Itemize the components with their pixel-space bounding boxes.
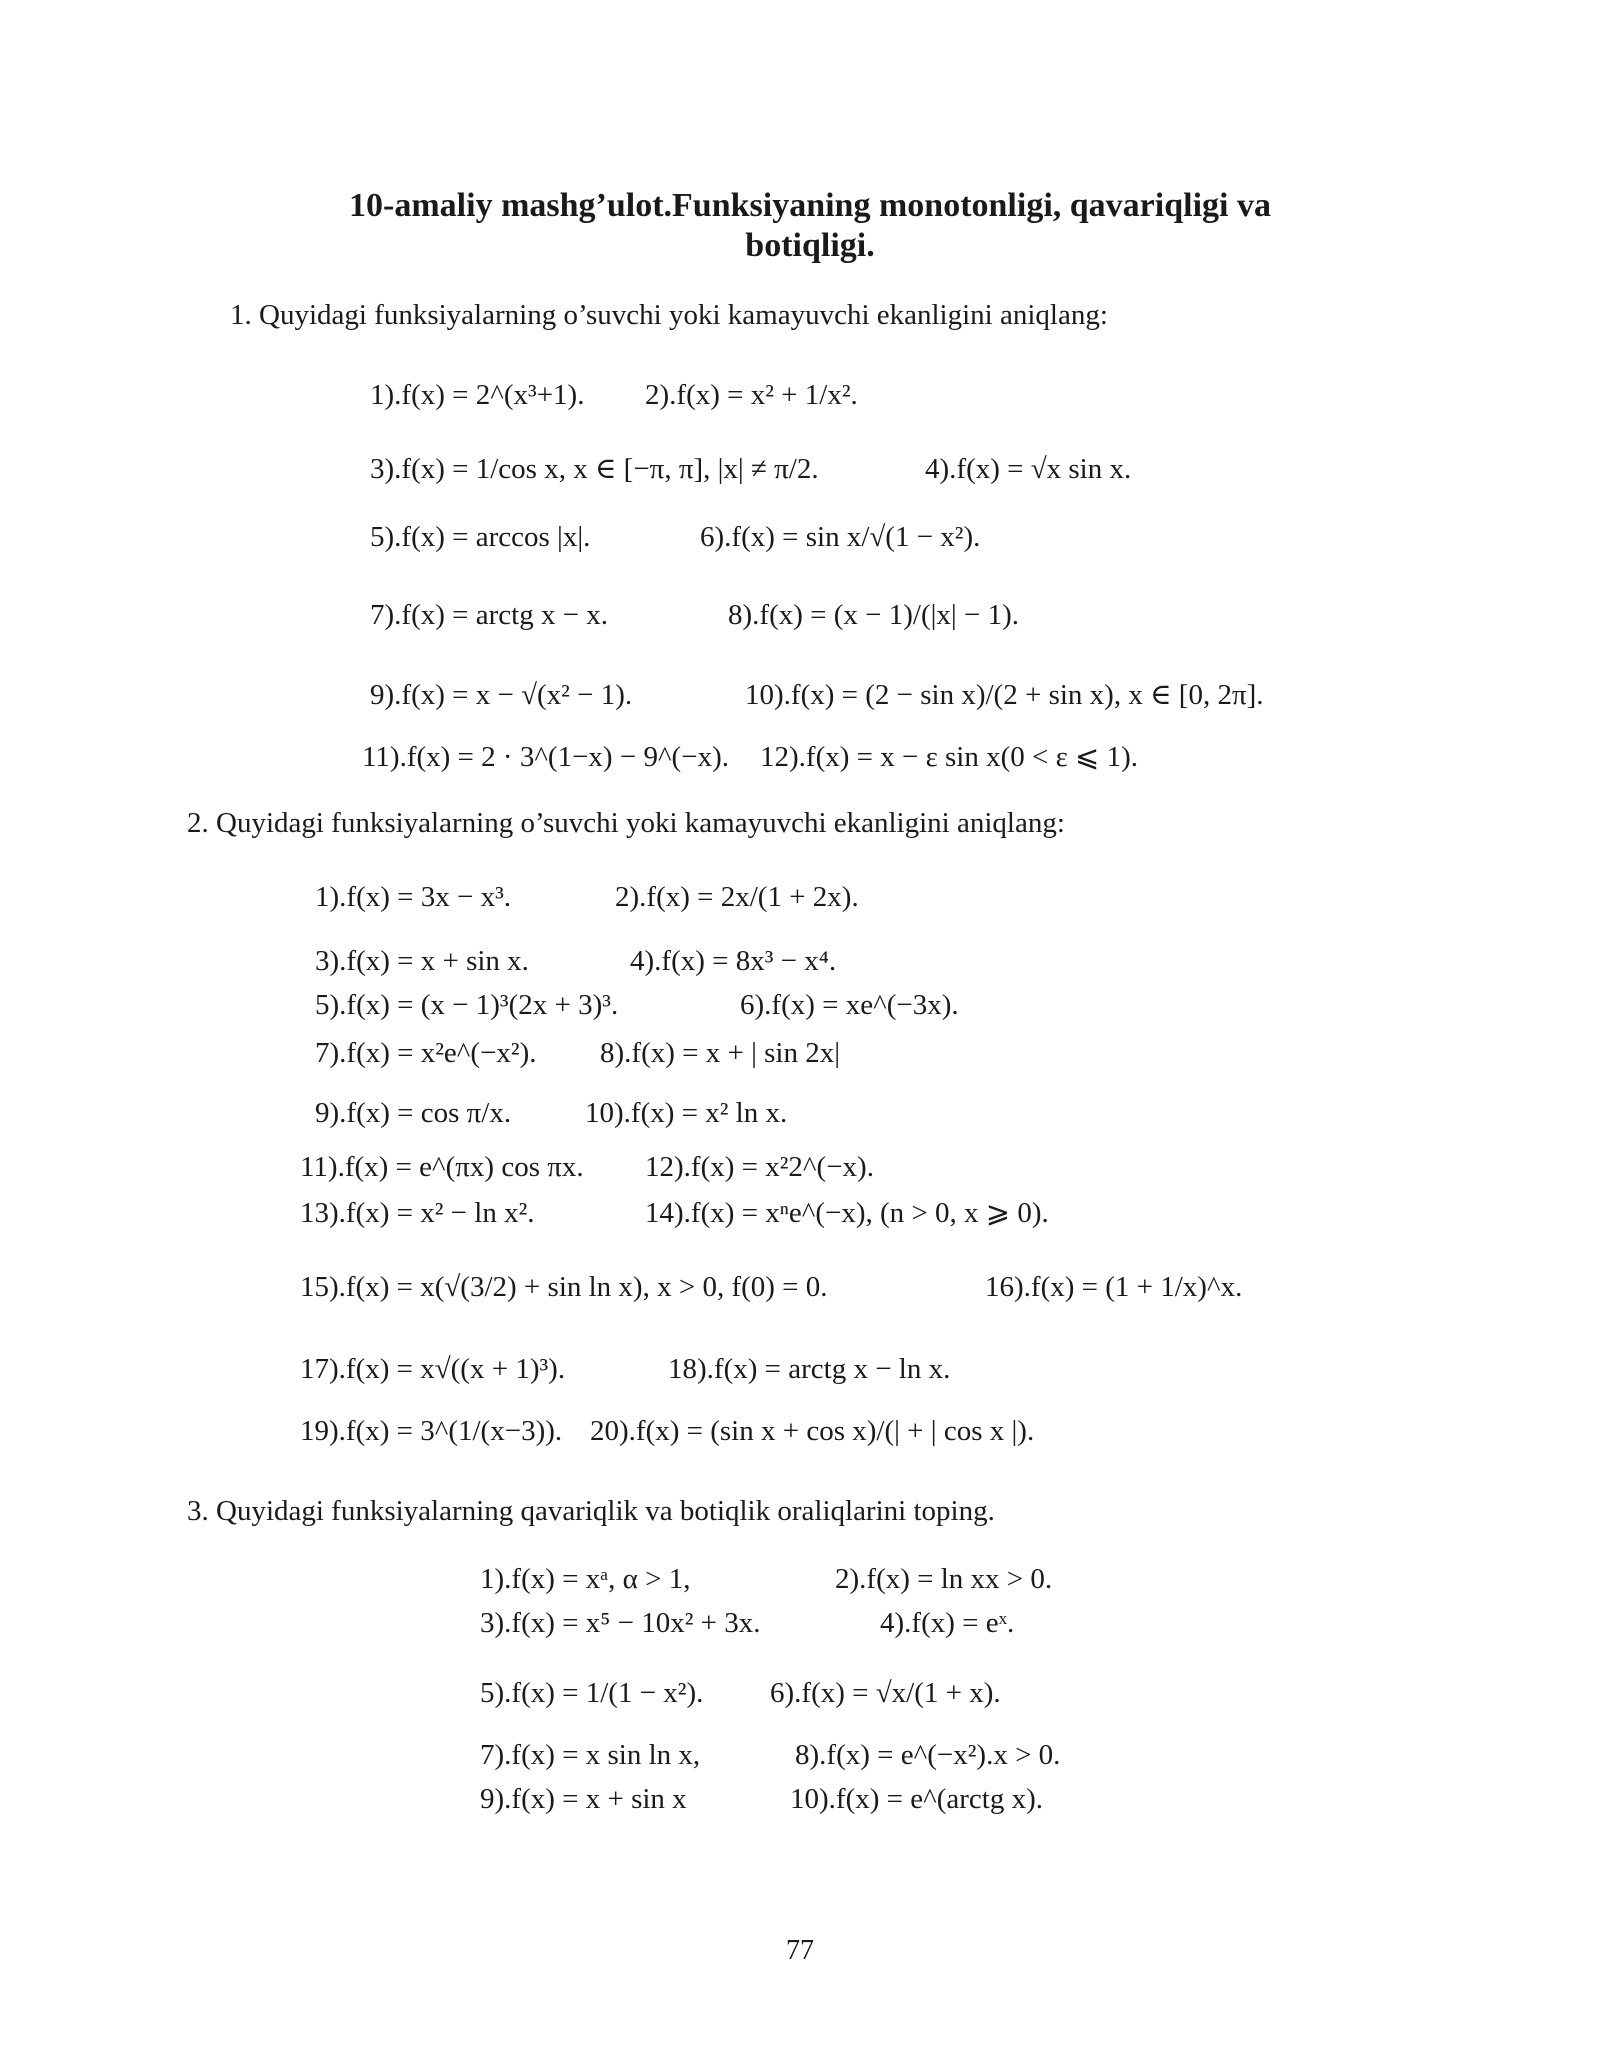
s1-formula-4: 4).f(x) = √x sin x.	[925, 453, 1132, 485]
s1-formula-7: 7).f(x) = arctg x − x.	[370, 599, 609, 631]
s3-formula-5: 5).f(x) = 1/(1 − x²).	[480, 1677, 704, 1709]
s3-formula-7: 7).f(x) = x sin ln x,	[480, 1739, 701, 1771]
s2-formula-15: 15).f(x) = x(√(3/2) + sin ln x), x > 0, f(0) = 0.	[300, 1271, 828, 1303]
s1-formula-12: 12).f(x) = x − ε sin x(0 < ε ⩽ 1).	[760, 741, 1139, 773]
section-2-heading: 2. Quyidagi funksiyalarning o’suvchi yoki kamayuvchi ekanligini aniqlang:	[187, 807, 1065, 839]
s3-formula-2: 2).f(x) = ln xx > 0.	[835, 1563, 1053, 1595]
s1-formula-10: 10).f(x) = (2 − sin x)/(2 + sin x), x ∈ [0, 2π].	[745, 679, 1264, 711]
s2-formula-17: 17).f(x) = x√((x + 1)³).	[300, 1353, 566, 1385]
s2-formula-9: 9).f(x) = cos π/x.	[315, 1097, 512, 1129]
s3-formula-4: 4).f(x) = eˣ.	[880, 1607, 1015, 1639]
s1-formula-8: 8).f(x) = (x − 1)/(|x| − 1).	[728, 599, 1019, 631]
s2-formula-11: 11).f(x) = e^(πx) cos πx.	[300, 1151, 584, 1183]
s2-formula-7: 7).f(x) = x²e^(−x²).	[315, 1037, 537, 1069]
s2-formula-6: 6).f(x) = xe^(−3x).	[740, 989, 959, 1021]
s1-formula-2: 2).f(x) = x² + 1/x².	[645, 379, 858, 411]
page-title-line-1: 10-amaliy mashg’ulot.Funksiyaning monotonligi, qavariqligi va	[349, 187, 1271, 224]
s2-formula-14: 14).f(x) = xⁿe^(−x), (n > 0, x ⩾ 0).	[645, 1197, 1049, 1229]
s2-formula-2: 2).f(x) = 2x/(1 + 2x).	[615, 881, 859, 913]
s2-formula-18: 18).f(x) = arctg x − ln x.	[668, 1353, 951, 1385]
s2-formula-13: 13).f(x) = x² − ln x².	[300, 1197, 535, 1229]
s2-formula-8: 8).f(x) = x + | sin 2x|	[600, 1037, 841, 1069]
s1-formula-1: 1).f(x) = 2^(x³+1).	[370, 379, 585, 411]
s2-formula-4: 4).f(x) = 8x³ − x⁴.	[630, 945, 837, 977]
s1-formula-11: 11).f(x) = 2 · 3^(1−x) − 9^(−x).	[362, 741, 729, 773]
s2-formula-12: 12).f(x) = x²2^(−x).	[645, 1151, 874, 1183]
s3-formula-1: 1).f(x) = xᵃ, α > 1,	[480, 1563, 691, 1595]
s3-formula-10: 10).f(x) = e^(arctg x).	[790, 1783, 1043, 1815]
s1-formula-9: 9).f(x) = x − √(x² − 1).	[370, 679, 633, 711]
page-number: 77	[786, 1935, 814, 1966]
s2-formula-3: 3).f(x) = x + sin x.	[315, 945, 529, 977]
s2-formula-16: 16).f(x) = (1 + 1/x)^x.	[985, 1271, 1243, 1303]
s3-formula-9: 9).f(x) = x + sin x	[480, 1783, 687, 1815]
s3-formula-3: 3).f(x) = x⁵ − 10x² + 3x.	[480, 1607, 761, 1639]
page-title-line-2: botiqligi.	[745, 227, 875, 264]
section-1-heading: 1. Quyidagi funksiyalarning o’suvchi yoki kamayuvchi ekanligini aniqlang:	[230, 299, 1108, 331]
s2-formula-1: 1).f(x) = 3x − x³.	[315, 881, 512, 913]
s2-formula-5: 5).f(x) = (x − 1)³(2x + 3)³.	[315, 989, 619, 1021]
s3-formula-6: 6).f(x) = √x/(1 + x).	[770, 1677, 1001, 1709]
s1-formula-6: 6).f(x) = sin x/√(1 − x²).	[700, 521, 981, 553]
s2-formula-19: 19).f(x) = 3^(1/(x−3)).	[300, 1415, 563, 1447]
s3-formula-8: 8).f(x) = e^(−x²).x > 0.	[795, 1739, 1061, 1771]
s2-formula-20: 20).f(x) = (sin x + cos x)/(| + | cos x |).	[590, 1415, 1035, 1447]
s1-formula-5: 5).f(x) = arccos |x|.	[370, 521, 591, 553]
section-3-heading: 3. Quyidagi funksiyalarning qavariqlik va botiqlik oraliqlarini toping.	[187, 1495, 995, 1527]
s1-formula-3: 3).f(x) = 1/cos x, x ∈ [−π, π], |x| ≠ π/2.	[370, 453, 819, 485]
s2-formula-10: 10).f(x) = x² ln x.	[585, 1097, 788, 1129]
